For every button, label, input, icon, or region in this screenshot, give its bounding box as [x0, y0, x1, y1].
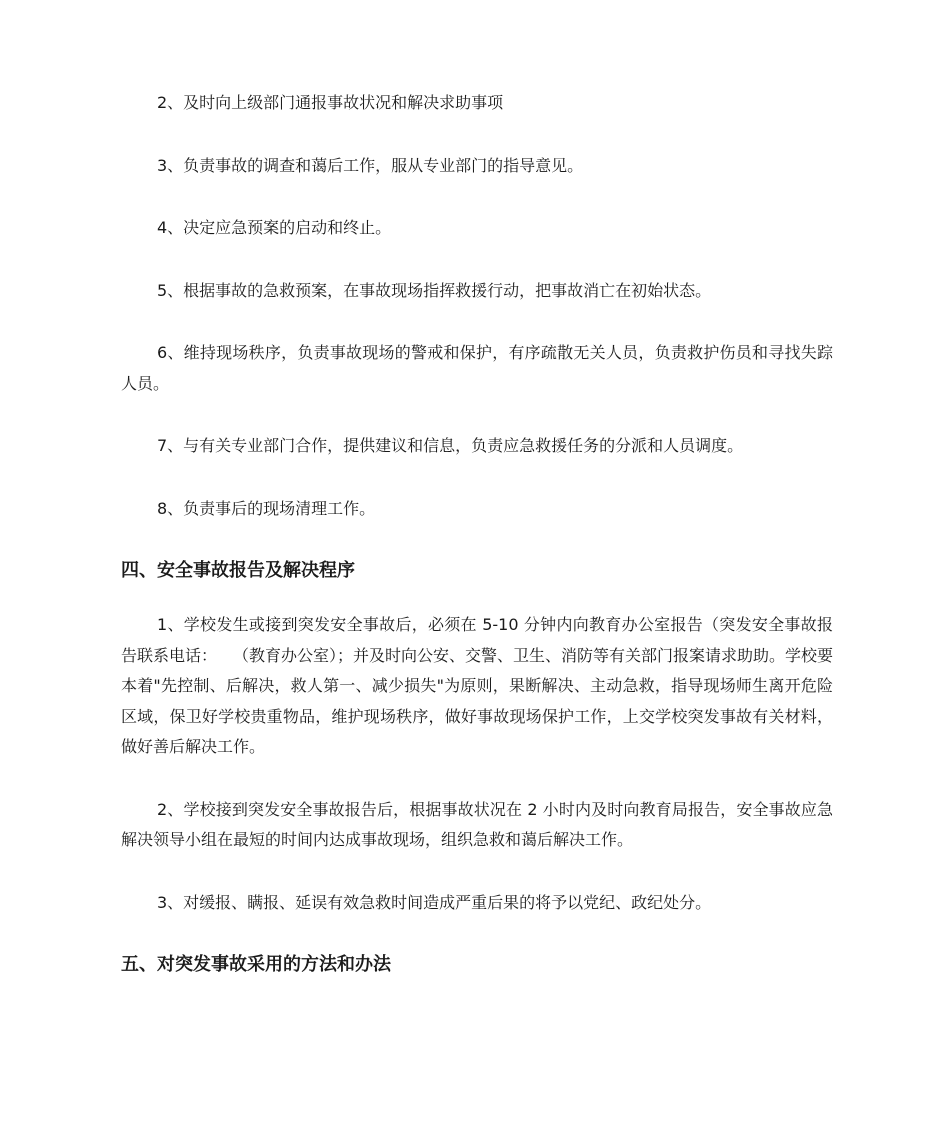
list-item: 3、负责事故的调查和蔼后工作，服从专业部门的指导意见。 [157, 155, 584, 175]
section-heading: 五、对突发事故采用的方法和办法 [121, 954, 391, 975]
list-item: 2、及时向上级部门通报事故状况和解决求助事项 [157, 93, 504, 112]
section-heading: 四、安全事故报告及解决程序 [121, 560, 355, 581]
list-item: 6、维持现场秩序，负责事故现场的警戒和保护，有序疏散无关人员，负责救护伤员和寻找失踪人员。 [121, 343, 833, 393]
list-item: 1、学校发生或接到突发安全事故后，必须在 5-10 分钟内向教育办公室报告（突发安全事故报告联系电话： （教育办公室）；并及时向公安、交警、卫生、消防等有关部门报案请求助助。学校要本着"先控制、后解决，救人第一、减少损失"为原则，果断解决、主动急救，指导现场师生离开危险区域，保卫好学校贵重物品，维护现场秩序，做好事故现场保护工作，上交学校突发事故有关材料，做好善后解决工作。 [121, 615, 834, 756]
list-item: 2、学校接到突发安全事故报告后，根据事故状况在 2 小时内及时向教育局报告，安全事故应急解决领导小组在最短的时间内达成事故现场，组织急救和蔼后解决工作。 [121, 799, 833, 849]
list-item: 7、与有关专业部门合作，提供建议和信息，负责应急救援任务的分派和人员调度。 [157, 436, 744, 455]
list-item: 5、根据事故的急救预案，在事故现场指挥救援行动，把事故消亡在初始状态。 [157, 280, 712, 300]
document-page [121, 88, 833, 980]
list-item: 3、对缓报、瞒报、延误有效急救时间造成严重后果的将予以党纪、政纪处分。 [157, 892, 712, 912]
list-item: 4、决定应急预案的启动和终止。 [157, 218, 392, 237]
list-item: 8、负责事后的现场清理工作。 [157, 498, 376, 518]
